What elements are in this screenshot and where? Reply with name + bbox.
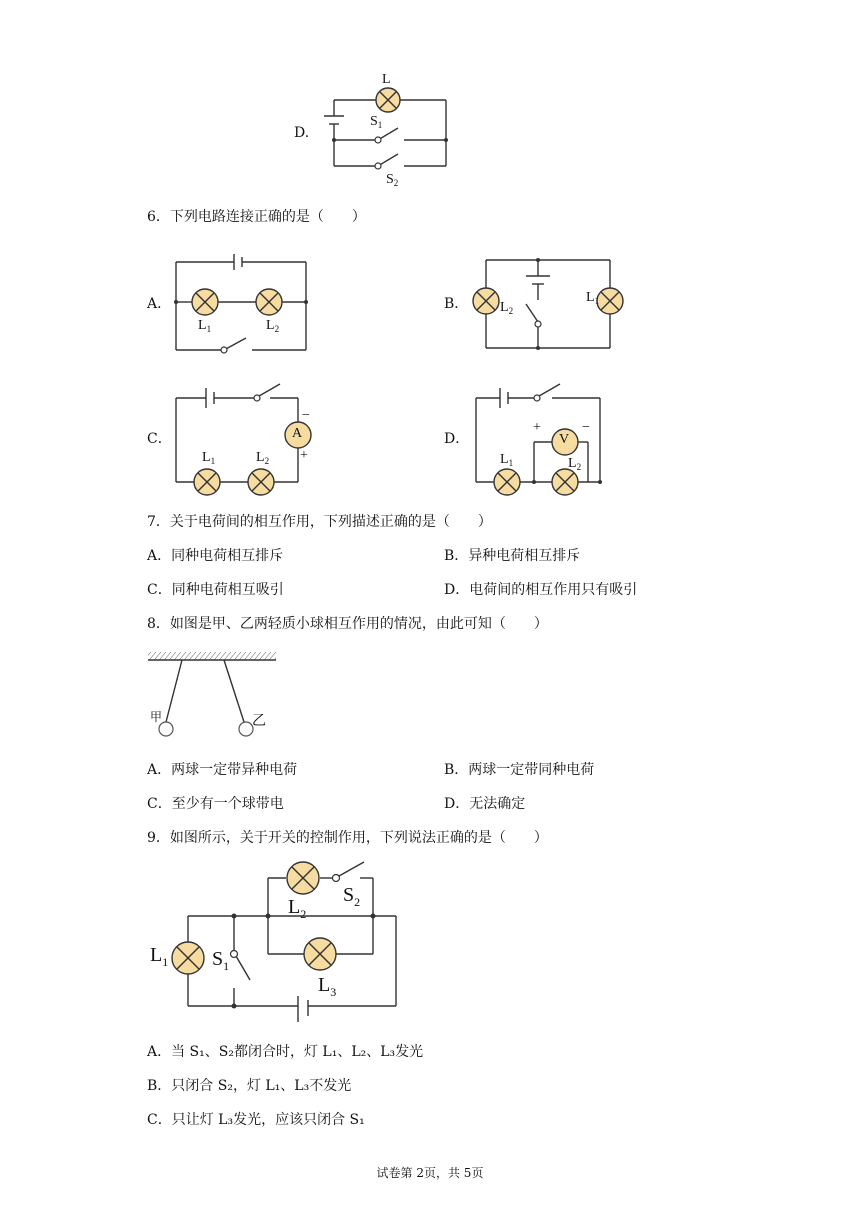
q9-l1-label: $L_1$ — [150, 944, 169, 969]
q6d-voltmeter-icon: V — [559, 432, 570, 447]
q5-lamp-label: L — [382, 72, 391, 87]
q6c-l1-label: $L_1$ — [202, 450, 216, 466]
q6-option-d-label: D． — [444, 431, 470, 447]
q6d-l1-label: $L_1$ — [500, 452, 514, 468]
q9-l2-label: $L_2$ — [288, 896, 307, 921]
q6c-minus-sign: − — [302, 408, 310, 423]
q7-option-b: B．异种电荷相互排斥 — [444, 548, 581, 564]
q5-switch2-label: $S_2$ — [386, 172, 399, 188]
q6-option-c-label: C． — [147, 431, 172, 447]
q6a-l1-label: $L_1$ — [198, 318, 212, 334]
q7-option-c: C．同种电荷相互吸引 — [147, 582, 284, 598]
q6b-l2-label: $L_2$ — [500, 300, 514, 316]
q5-option-d-label: D. — [294, 125, 310, 141]
q6b-l1-label: $L_1$ — [586, 290, 600, 306]
q8-ball-jia-label: 甲 — [150, 710, 163, 724]
q8-ball-yi-label: 乙 — [252, 714, 266, 729]
q6c-ammeter-icon: A — [292, 426, 303, 441]
q6-stem: 6．下列电路连接正确的是（ ） — [147, 209, 366, 225]
page-footer: 试卷第 2页，共 5页 — [376, 1166, 484, 1180]
q8-option-b: B．两球一定带同种电荷 — [444, 762, 595, 778]
q6-circuit-b — [470, 252, 630, 352]
q7-option-a: A．同种电荷相互排斥 — [147, 548, 284, 564]
q8-option-c: C．至少有一个球带电 — [147, 796, 284, 812]
q5-switch1-label: $S_1$ — [370, 114, 383, 130]
q9-option-b: B．只闭合 S₂，灯 L₁、L₃不发光 — [147, 1078, 352, 1094]
q9-circuit-diagram — [168, 858, 408, 1028]
q9-stem: 9．如图所示，关于开关的控制作用，下列说法正确的是（ ） — [147, 830, 548, 846]
q8-option-a: A．两球一定带异种电荷 — [147, 762, 298, 778]
q9-l3-label: $L_3$ — [318, 974, 337, 999]
q9-option-a: A．当 S₁、S₂都闭合时，灯 L₁、L₂、L₃发光 — [147, 1044, 424, 1060]
q9-s1-label: $S_1$ — [212, 948, 230, 973]
q8-pendulum-diagram — [144, 648, 284, 748]
q6c-l2-label: $L_2$ — [256, 450, 270, 466]
q6d-minus-sign: − — [582, 420, 590, 435]
q8-stem: 8．如图是甲、乙两轻质小球相互作用的情况，由此可知（ ） — [147, 616, 548, 632]
q7-option-d: D．电荷间的相互作用只有吸引 — [444, 582, 638, 598]
q6-option-b-label: B． — [444, 296, 469, 312]
q6d-l2-label: $L_2$ — [568, 456, 582, 472]
q9-s2-label: $S_2$ — [343, 884, 361, 909]
q6-option-a-label: A． — [147, 296, 172, 312]
q6a-l2-label: $L_2$ — [266, 318, 280, 334]
q7-stem: 7．关于电荷间的相互作用，下列描述正确的是（ ） — [147, 514, 492, 530]
q6c-plus-sign: + — [300, 448, 308, 463]
q8-option-d: D．无法确定 — [444, 796, 526, 812]
q6d-plus-sign: + — [533, 420, 541, 435]
q6-circuit-a — [172, 252, 312, 352]
q9-option-c: C．只让灯 L₃发光，应该只闭合 S₁ — [147, 1112, 365, 1128]
